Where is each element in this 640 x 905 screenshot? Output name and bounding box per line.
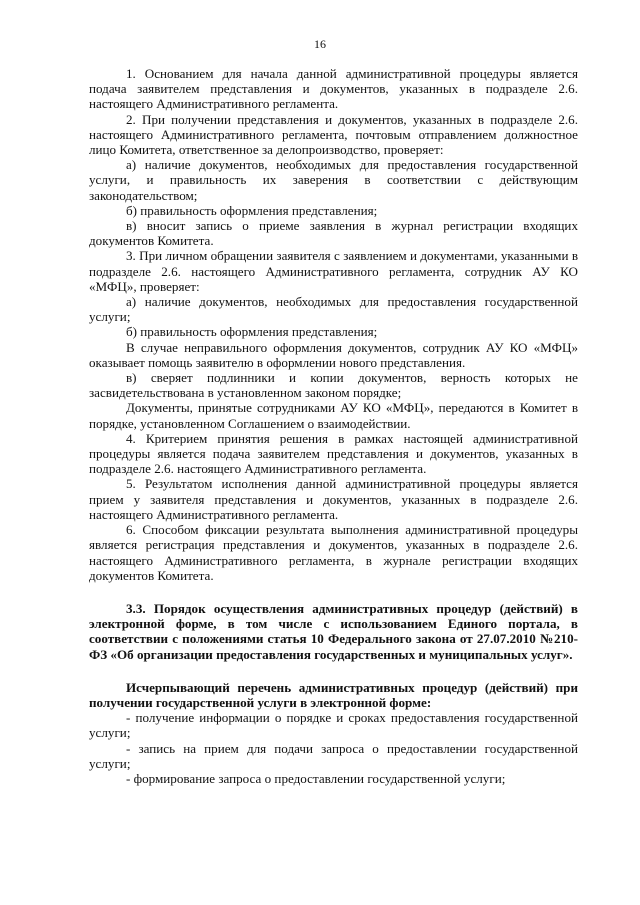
paragraph-item-a: а) наличие документов, необходимых для предоставления государственной услуги, и правильность их заверения в соответствии с действующим законодательством;: [89, 157, 578, 203]
paragraph-personal-visit: 3. При личном обращении заявителя с заявлением и документами, указанными в подразделе 2.6. настоящего Административного регламента, сотрудник АУ КО «МФЦ», проверяет:: [89, 248, 578, 294]
list-item: - получение информации о порядке и сроках предоставления государственной услуги;: [89, 710, 578, 741]
paragraph-basis: 1. Основанием для начала данной административной процедуры является подача заявителем представления и документов, указанных в подразделе 2.6. настоящего Административного регламента.: [89, 66, 578, 112]
paragraph-item-v: в) вносит запись о приеме заявления в журнал регистрации входящих документов Комитета.: [89, 218, 578, 249]
paragraph-committee-check: 2. При получении представления и документов, указанных в подразделе 2.6. настоящего Административного регламента, почтовым отправлением должностное лицо Комитета, ответственное за делопроизводство, проверяет:: [89, 111, 578, 158]
paragraph-fixation: 6. Способом фиксации результата выполнения административной процедуры является регистрация представления и документов, указанных в подразделе 2.6. настоящего Административного регламента, в журнале регистрации входящих документов Комитета.: [89, 522, 578, 583]
list-heading: Исчерпывающий перечень административных процедур (действий) при получении государственной услуги в электронной форме:: [89, 679, 578, 710]
section-heading: 3.3. Порядок осуществления административных процедур (действий) в электронной форме, в том числе с использованием Единого портала, в соответствии с положениями статья 10 Федерального закона от 27.07.2010 №210-ФЗ «Об организации предоставления государственных и муниципальных услуг».: [89, 600, 578, 662]
paragraph-result: 5. Результатом исполнения данной административной процедуры является прием у заявителя представления и документов, указанных в подразделе 2.6. настоящего Административного регламента.: [89, 476, 578, 522]
page-number: 16: [314, 37, 326, 51]
paragraph-incorrect-docs: В случае неправильного оформления документов, сотрудник АУ КО «МФЦ» оказывает помощь заявителю в оформлении нового представления.: [89, 339, 578, 370]
paragraph-mfc-item-a: а) наличие документов, необходимых для предоставления государственной услуги;: [89, 294, 578, 325]
document-body: [89, 66, 578, 786]
paragraph-mfc-item-b: б) правильность оформления представления;: [126, 324, 378, 340]
list-item: - запись на прием для подачи запроса о предоставлении государственной услуги;: [89, 740, 578, 771]
paragraph-criterion: 4. Критерием принятия решения в рамках настоящей административной процедуры является подача заявителем представления и документов, указанных в подразделе 2.6. настоящего Административного регламента.: [89, 430, 578, 477]
paragraph-docs-transfer: Документы, принятые сотрудниками АУ КО «МФЦ», передаются в Комитет в порядке, установленном Соглашением о взаимодействии.: [89, 400, 578, 431]
paragraph-mfc-item-v: в) сверяет подлинники и копии документов, верность которых не засвидетельствована в установленном законом порядке;: [89, 370, 578, 401]
paragraph-item-b: б) правильность оформления представления;: [126, 202, 378, 218]
list-item: - формирование запроса о предоставлении государственной услуги;: [126, 770, 506, 786]
